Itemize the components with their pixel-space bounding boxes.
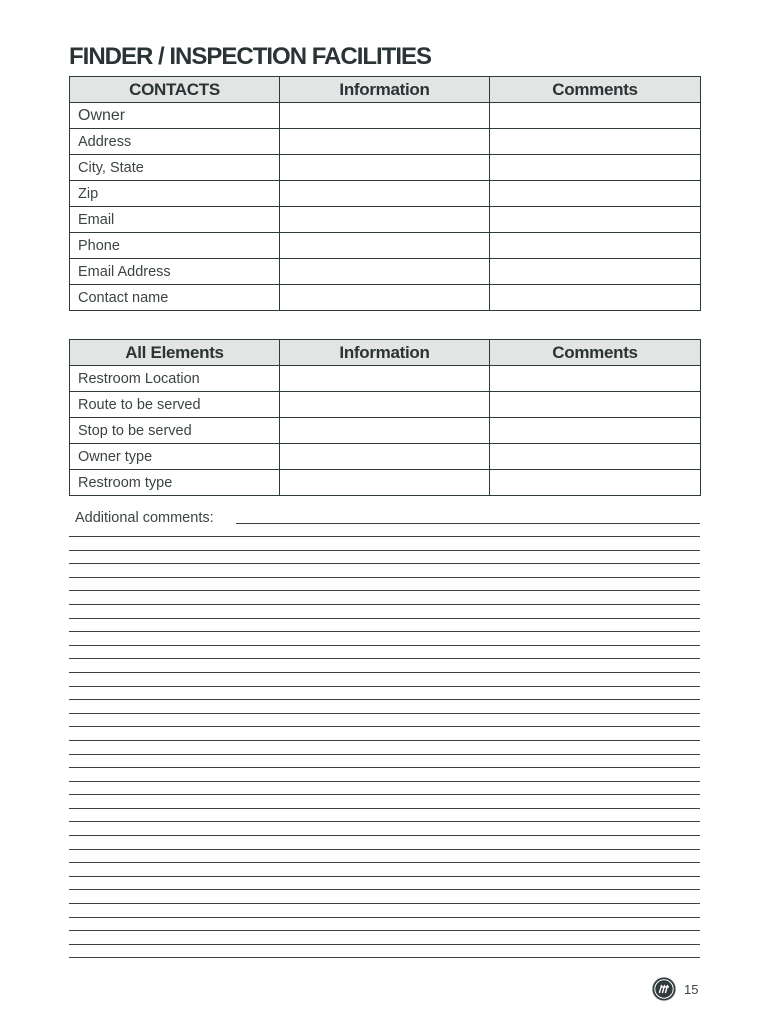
information-cell[interactable] [280, 470, 490, 496]
table-row [70, 207, 701, 233]
information-cell[interactable] [280, 392, 490, 418]
information-cell[interactable] [280, 259, 490, 285]
table-row [70, 233, 701, 259]
comments-cell[interactable] [490, 155, 701, 181]
table-row [70, 392, 701, 418]
comments-cell[interactable] [490, 366, 701, 392]
comment-line[interactable] [69, 686, 700, 700]
table-row [70, 470, 701, 496]
header-information: Information [280, 340, 490, 366]
table-row [70, 366, 701, 392]
information-cell[interactable] [280, 207, 490, 233]
comment-line[interactable] [69, 604, 700, 618]
comment-line[interactable] [69, 740, 700, 754]
information-cell[interactable] [280, 233, 490, 259]
page-number: 15 [684, 982, 699, 997]
comments-cell[interactable] [490, 418, 701, 444]
row-label: Email [70, 207, 280, 233]
row-label: Route to be served [70, 392, 280, 418]
comment-line[interactable] [69, 821, 700, 835]
comment-line[interactable] [69, 658, 700, 672]
row-label: Email Address [70, 259, 280, 285]
row-label: Zip [70, 181, 280, 207]
comment-line[interactable] [69, 889, 700, 903]
table-row [70, 444, 701, 470]
table-row [70, 155, 701, 181]
information-cell[interactable] [280, 181, 490, 207]
information-cell[interactable] [280, 418, 490, 444]
table-row [70, 181, 701, 207]
comments-cell[interactable] [490, 207, 701, 233]
table-header-row [70, 340, 701, 366]
contacts-table [69, 76, 701, 311]
comment-line[interactable] [69, 835, 700, 849]
page-title: FINDER / INSPECTION FACILITIES [69, 43, 432, 70]
comments-cell[interactable] [490, 103, 701, 129]
logo-icon [652, 977, 676, 1001]
comments-cell[interactable] [490, 129, 701, 155]
comment-line[interactable] [69, 917, 700, 931]
comment-line[interactable] [236, 523, 700, 524]
logo-mark [652, 977, 676, 1001]
table-row [70, 418, 701, 444]
header-all-elements: All Elements [70, 340, 280, 366]
elements-table [69, 339, 701, 496]
comment-line[interactable] [69, 849, 700, 863]
comment-line[interactable] [69, 563, 700, 577]
information-cell[interactable] [280, 103, 490, 129]
comment-line[interactable] [69, 781, 700, 795]
information-cell[interactable] [280, 444, 490, 470]
table-row [70, 285, 701, 311]
comment-line[interactable] [69, 808, 700, 822]
row-label: City, State [70, 155, 280, 181]
row-label: Phone [70, 233, 280, 259]
comments-cell[interactable] [490, 259, 701, 285]
comment-line[interactable] [69, 577, 700, 591]
row-label: Owner type [70, 444, 280, 470]
comment-line[interactable] [69, 713, 700, 727]
table-row [70, 129, 701, 155]
comment-line[interactable] [69, 767, 700, 781]
header-comments: Comments [490, 77, 701, 103]
row-label: Owner [70, 103, 280, 129]
comment-line[interactable] [69, 631, 700, 645]
row-label: Restroom type [70, 470, 280, 496]
header-contacts: CONTACTS [70, 77, 280, 103]
comment-line[interactable] [69, 862, 700, 876]
comments-cell[interactable] [490, 181, 701, 207]
comments-cell[interactable] [490, 233, 701, 259]
comment-line[interactable] [69, 930, 700, 944]
information-cell[interactable] [280, 155, 490, 181]
row-label: Restroom Location [70, 366, 280, 392]
comments-cell[interactable] [490, 285, 701, 311]
comment-line[interactable] [69, 618, 700, 632]
header-information: Information [280, 77, 490, 103]
comments-cell[interactable] [490, 392, 701, 418]
comment-line[interactable] [69, 672, 700, 686]
information-cell[interactable] [280, 366, 490, 392]
row-label: Address [70, 129, 280, 155]
comment-lines [69, 536, 700, 971]
comment-line[interactable] [69, 944, 700, 958]
table-header-row [70, 77, 701, 103]
comment-line[interactable] [69, 726, 700, 740]
information-cell[interactable] [280, 129, 490, 155]
comment-line[interactable] [69, 876, 700, 890]
comment-line[interactable] [69, 590, 700, 604]
header-comments: Comments [490, 340, 701, 366]
information-cell[interactable] [280, 285, 490, 311]
comment-line[interactable] [69, 794, 700, 808]
comment-line[interactable] [69, 536, 700, 550]
comment-line[interactable] [69, 699, 700, 713]
comment-line[interactable] [69, 754, 700, 768]
comment-line[interactable] [69, 957, 700, 971]
comment-line[interactable] [69, 903, 700, 917]
comment-line[interactable] [69, 645, 700, 659]
row-label: Contact name [70, 285, 280, 311]
comments-cell[interactable] [490, 470, 701, 496]
comment-line[interactable] [69, 550, 700, 564]
comments-cell[interactable] [490, 444, 701, 470]
table-row [70, 103, 701, 129]
additional-comments-label: Additional comments: [75, 510, 214, 526]
table-row [70, 259, 701, 285]
row-label: Stop to be served [70, 418, 280, 444]
